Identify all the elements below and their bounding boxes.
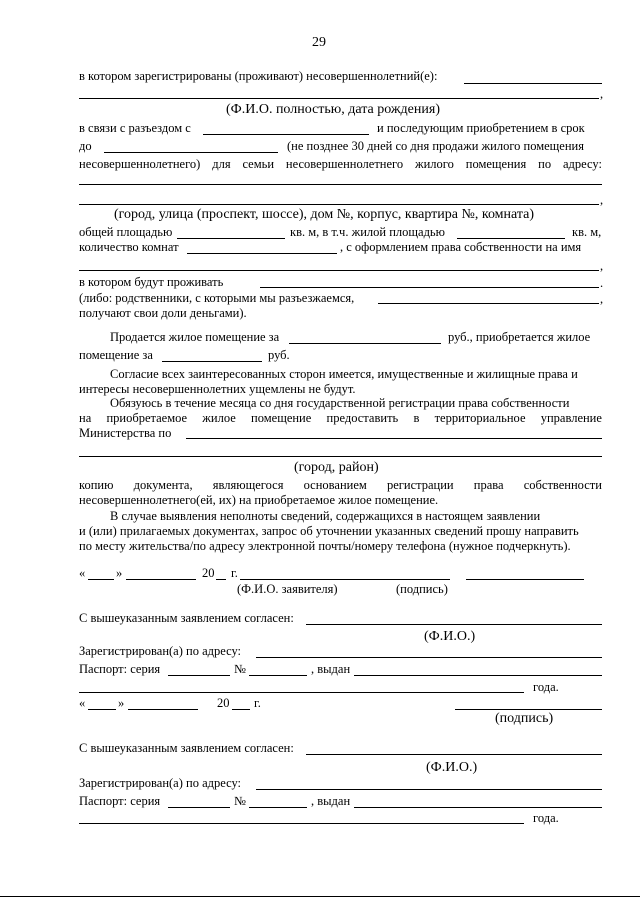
consent2-issued-field-2[interactable] — [79, 823, 524, 824]
consent1-passport-series-label: Паспорт: серия — [79, 662, 161, 676]
acquisition-term-label: и последующим приобретением в срок — [377, 121, 585, 135]
consent1-issued-label: , выдан — [311, 662, 351, 676]
consent2-passport-series-label: Паспорт: серия — [79, 794, 161, 808]
relatives-label: (либо: родственники, с которыми мы разъезжаемся, — [79, 291, 355, 305]
word: копию — [79, 478, 114, 492]
relatives-field[interactable] — [378, 303, 599, 304]
obligation-text-2 — [79, 412, 602, 425]
minors-names-field[interactable] — [79, 98, 599, 99]
housing-address-line — [79, 158, 602, 171]
living-area-label: кв. м, в т.ч. жилой площадью — [290, 225, 445, 239]
consent2-reg-label: Зарегистрирован(а) по адресу: — [79, 776, 242, 790]
sold-for-label: Продается жилое помещение за — [110, 330, 280, 344]
money-share-note: получают свои доли деньгами). — [79, 306, 247, 320]
page-bottom-edge — [0, 896, 640, 897]
term-note: (не позднее 30 дней со дня продажи жилого помещения — [287, 139, 584, 153]
ministry-label: Министерства по — [79, 426, 172, 440]
residents-field[interactable] — [260, 287, 599, 288]
consent-text-1: Согласие всех заинтересованных сторон имеется, имущественные и жилищные права и — [110, 367, 578, 381]
consent1-reg-field[interactable] — [256, 657, 602, 658]
consent2-passport-number-label: № — [234, 794, 246, 808]
caption-applicant-fio: (Ф.И.О. заявителя) — [237, 582, 338, 596]
word: территориальное — [434, 411, 526, 425]
consent1-agreed-label: С вышеуказанным заявлением согласен: — [79, 611, 294, 625]
consent1-caption-fio: (Ф.И.О.) — [424, 629, 476, 644]
year-prefix: 20 — [202, 566, 215, 580]
word: регистрации — [386, 478, 454, 492]
period: . — [600, 276, 604, 290]
word: приобретаемое — [106, 411, 188, 425]
exchange-with-field[interactable] — [203, 134, 369, 135]
address-field-1[interactable] — [79, 184, 602, 185]
consent1-year-suffix: года. — [533, 680, 559, 694]
consent2-reg-field[interactable] — [256, 789, 602, 790]
word: жилого — [414, 157, 454, 171]
exchange-with-label: в связи с разъездом с — [79, 121, 191, 135]
word: управление — [540, 411, 602, 425]
consent2-year-suffix: года. — [533, 811, 559, 825]
document-copy-line-2: несовершеннолетнего(ей, их) на приобретаемое жилое помещение. — [79, 493, 439, 507]
word: права — [473, 478, 504, 492]
obligation-text-1: Обязуюсь в течение месяца со дня государственной регистрации права собственности — [110, 396, 570, 410]
consent1-year-prefix: 20 — [217, 696, 230, 710]
registered-minors-field[interactable] — [464, 83, 602, 84]
month-field[interactable] — [126, 579, 196, 580]
consent1-month-field[interactable] — [128, 709, 198, 710]
consent2-passport-number-field[interactable] — [249, 807, 307, 808]
consent1-reg-label: Зарегистрирован(а) по адресу: — [79, 644, 242, 658]
consent1-day-field[interactable] — [88, 709, 116, 710]
rooms-field[interactable] — [187, 253, 337, 254]
owner-name-field[interactable] — [79, 270, 599, 271]
incomplete-info-text-1: В случае выявления неполноты сведений, содержащихся в настоящем заявлении — [110, 509, 541, 523]
caption-fio-birthdate: (Ф.И.О. полностью, дата рождения) — [226, 102, 440, 117]
comma: , — [600, 292, 604, 306]
ministry-field[interactable] — [186, 438, 602, 439]
consent1-passport-number-field[interactable] — [249, 675, 307, 676]
rooms-label: количество комнат — [79, 240, 179, 254]
consent1-caption-signature: (подпись) — [495, 711, 554, 726]
consent1-year-abbr: г. — [254, 696, 261, 710]
word: помещение — [251, 411, 312, 425]
acquired-price-field[interactable] — [162, 361, 262, 362]
consent1-quote-open: « — [79, 696, 86, 710]
consent1-passport-series-field[interactable] — [168, 675, 230, 676]
word: предоставить — [326, 411, 399, 425]
caption-city-district: (город, район) — [294, 460, 379, 475]
registered-minors-label: в котором зарегистрированы (проживают) несовершеннолетний(е): — [79, 69, 438, 83]
living-area-field[interactable] — [457, 238, 565, 239]
sold-price-field[interactable] — [289, 343, 441, 344]
caption-signature: (подпись) — [396, 582, 448, 596]
residents-label: в котором будут проживать — [79, 275, 224, 289]
quote-close: » — [116, 566, 123, 580]
total-area-field[interactable] — [177, 238, 285, 239]
consent2-issued-field[interactable] — [354, 807, 602, 808]
document-copy-line — [79, 479, 602, 492]
word: являющегося — [212, 478, 284, 492]
consent1-passport-number-label: № — [234, 662, 246, 676]
consent-text-2: интересы несовершеннолетних ущемлены не будут. — [79, 382, 356, 396]
word: в — [413, 411, 420, 425]
address-field-2[interactable] — [79, 204, 599, 205]
until-date-field[interactable] — [104, 152, 278, 153]
year-field[interactable] — [216, 579, 226, 580]
comma: , — [600, 87, 604, 101]
word: несовершеннолетнего) — [79, 157, 201, 171]
consent2-caption-fio: (Ф.И.О.) — [426, 760, 478, 775]
word: для — [212, 157, 231, 171]
consent2-agreed-label: С вышеуказанным заявлением согласен: — [79, 741, 294, 755]
word: собственности — [523, 478, 602, 492]
word: помещения — [465, 157, 527, 171]
quote-open: « — [79, 566, 86, 580]
word: несовершеннолетнего — [285, 157, 404, 171]
comma: , — [600, 259, 604, 273]
word: адресу: — [562, 157, 602, 171]
consent2-issued-label: , выдан — [311, 794, 351, 808]
applicant-name-field[interactable] — [240, 579, 450, 580]
ministry-field-2[interactable] — [79, 456, 602, 457]
until-label: до — [79, 139, 92, 153]
ownership-label: , с оформлением права собственности на имя — [340, 240, 582, 254]
word: основанием — [303, 478, 367, 492]
incomplete-info-text-2: и (или) прилагаемых документах, запрос об уточнении указанных сведений прошу направить — [79, 524, 579, 538]
word: по — [538, 157, 552, 171]
consent1-fio-field[interactable] — [306, 624, 602, 625]
word: семьи — [242, 157, 275, 171]
word: документа, — [133, 478, 193, 492]
acquired-label: руб., приобретается жилое — [448, 330, 591, 344]
sq-m-label: кв. м, — [572, 225, 602, 239]
acquired-for-label: помещение за — [79, 348, 153, 362]
page-number: 29 — [312, 35, 326, 50]
consent1-issued-field-2[interactable] — [79, 692, 524, 693]
word: на — [79, 411, 92, 425]
total-area-label: общей площадью — [79, 225, 173, 239]
consent2-fio-field[interactable] — [306, 754, 602, 755]
applicant-signature-field[interactable] — [466, 579, 584, 580]
consent1-quote-close: » — [118, 696, 125, 710]
consent1-issued-field[interactable] — [354, 675, 602, 676]
year-abbr: г. — [231, 566, 238, 580]
rub-label: руб. — [268, 348, 290, 362]
consent1-signature-field[interactable] — [455, 709, 602, 710]
day-field[interactable] — [88, 579, 114, 580]
word: жилое — [202, 411, 236, 425]
caption-address: (город, улица (проспект, шоссе), дом №, корпус, квартира №, комната) — [114, 207, 535, 222]
consent2-passport-series-field[interactable] — [168, 807, 230, 808]
incomplete-info-text-3: по месту жительства/по адресу электронной почты/номеру телефона (нужное подчеркнуть). — [79, 539, 571, 553]
consent1-year-field[interactable] — [232, 709, 250, 710]
comma: , — [600, 193, 604, 207]
